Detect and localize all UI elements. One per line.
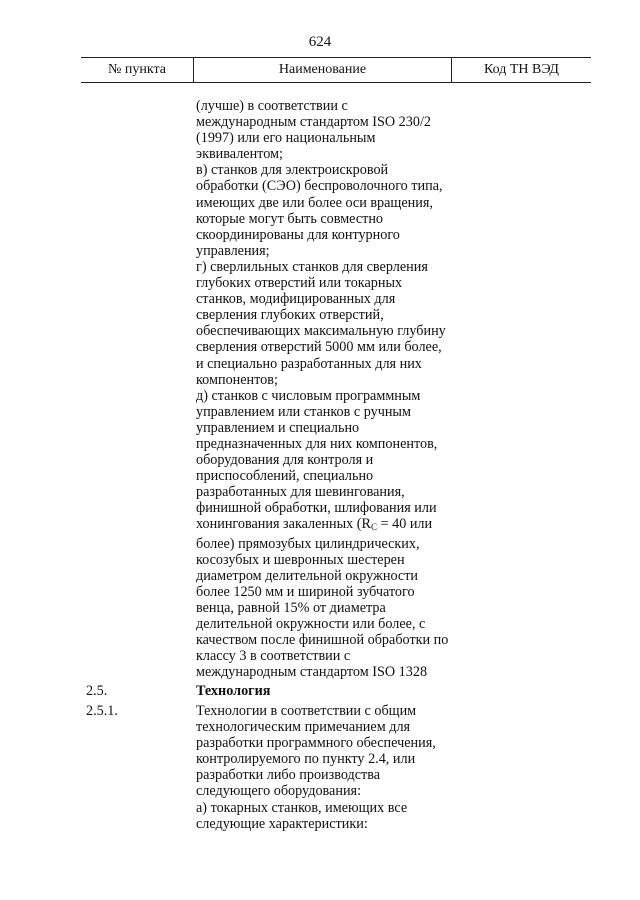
text-line: а) токарных станков, имеющих все (196, 799, 408, 816)
text-line: классу 3 в соответствии с (196, 648, 351, 665)
text-line: эквивалентом; (196, 146, 283, 163)
item-text-2-5-1 (196, 703, 458, 832)
text-line: качеством после финишной обработки по (196, 632, 449, 649)
text-line: и специально разработанных для них (196, 355, 422, 372)
text-line: управлением или станков с ручным (196, 403, 411, 420)
text-line: венца, равной 15% от диаметра (196, 599, 386, 616)
text-line: оборудования для контроля и (196, 452, 374, 469)
text-line: (лучше) в соответствии с (196, 98, 348, 114)
header-item-number: № пункта (108, 62, 166, 77)
text-line: международным стандартом ISO 1328 (196, 664, 428, 681)
text-line: обеспечивающих максимальную глубину (196, 323, 446, 340)
text-line: имеющих две или более оси вращения, (196, 194, 433, 211)
table-header (81, 57, 591, 83)
text-line: косозубых и шевронных шестерен (196, 551, 405, 568)
text-line: делительной окружности или более, с (196, 616, 426, 632)
text-line: следующего оборудования: (196, 783, 362, 800)
hardness-subscript: C (370, 522, 377, 533)
text-line: контролируемого по пункту 2.4, или (196, 751, 416, 768)
text-line: сверления отверстий 5000 мм или более, (196, 339, 442, 356)
text-line: станков, модифицированных для (196, 291, 396, 308)
text-line-hardness (196, 516, 458, 535)
hardness-tail: = 40 или (377, 516, 433, 533)
text-line: предназначенных для них компонентов, (196, 435, 438, 452)
text-line: глубоких отверстий или токарных (196, 275, 403, 292)
text-line: более) прямозубых цилиндрических, (196, 535, 420, 552)
continuation-text (196, 98, 458, 680)
hardness-prefix: хонингования закаленных (R (196, 516, 371, 533)
text-line: более 1250 мм и шириной зубчатого (196, 583, 415, 600)
text-line: разработки программного обеспечения, (196, 735, 436, 752)
text-line: (1997) или его национальным (196, 130, 376, 147)
item-number-2-5: 2.5. (86, 683, 108, 699)
text-line: в) станков для электроискровой (196, 162, 389, 179)
text-line: управления; (196, 242, 270, 259)
header-name: Наименование (193, 58, 452, 82)
header-code: Код ТН ВЭД (484, 62, 559, 77)
text-line: которые могут быть совместно (196, 210, 384, 227)
text-line: финишной обработки, шлифования или (196, 500, 437, 517)
item-title-technology: Технология (196, 683, 271, 699)
page-number: 624 (308, 34, 332, 50)
text-line: управлением и специально (196, 419, 360, 436)
text-line: приспособлений, специально (196, 468, 374, 485)
text-line: диаметром делительной окружности (196, 567, 418, 584)
text-line: сверления глубоких отверстий, (196, 307, 384, 324)
text-line: следующие характеристики: (196, 815, 368, 832)
text-line: компонентов; (196, 371, 278, 388)
text-line: разработки либо производства (196, 767, 381, 784)
text-line: д) станков с числовым программным (196, 387, 421, 404)
text-line: г) сверлильных станков для сверления (196, 258, 428, 275)
text-line: скоординированы для контурного (196, 226, 400, 243)
text-line: международным стандартом ISO 230/2 (196, 114, 431, 131)
text-line: технологическим примечанием для (196, 719, 411, 736)
item-number-2-5-1: 2.5.1. (86, 703, 118, 719)
text-line: обработки (СЭО) беспроволочного типа, (196, 178, 443, 195)
text-line: разработанных для шевингования, (196, 484, 405, 501)
text-line: Технологии в соответствии с общим (196, 703, 417, 719)
